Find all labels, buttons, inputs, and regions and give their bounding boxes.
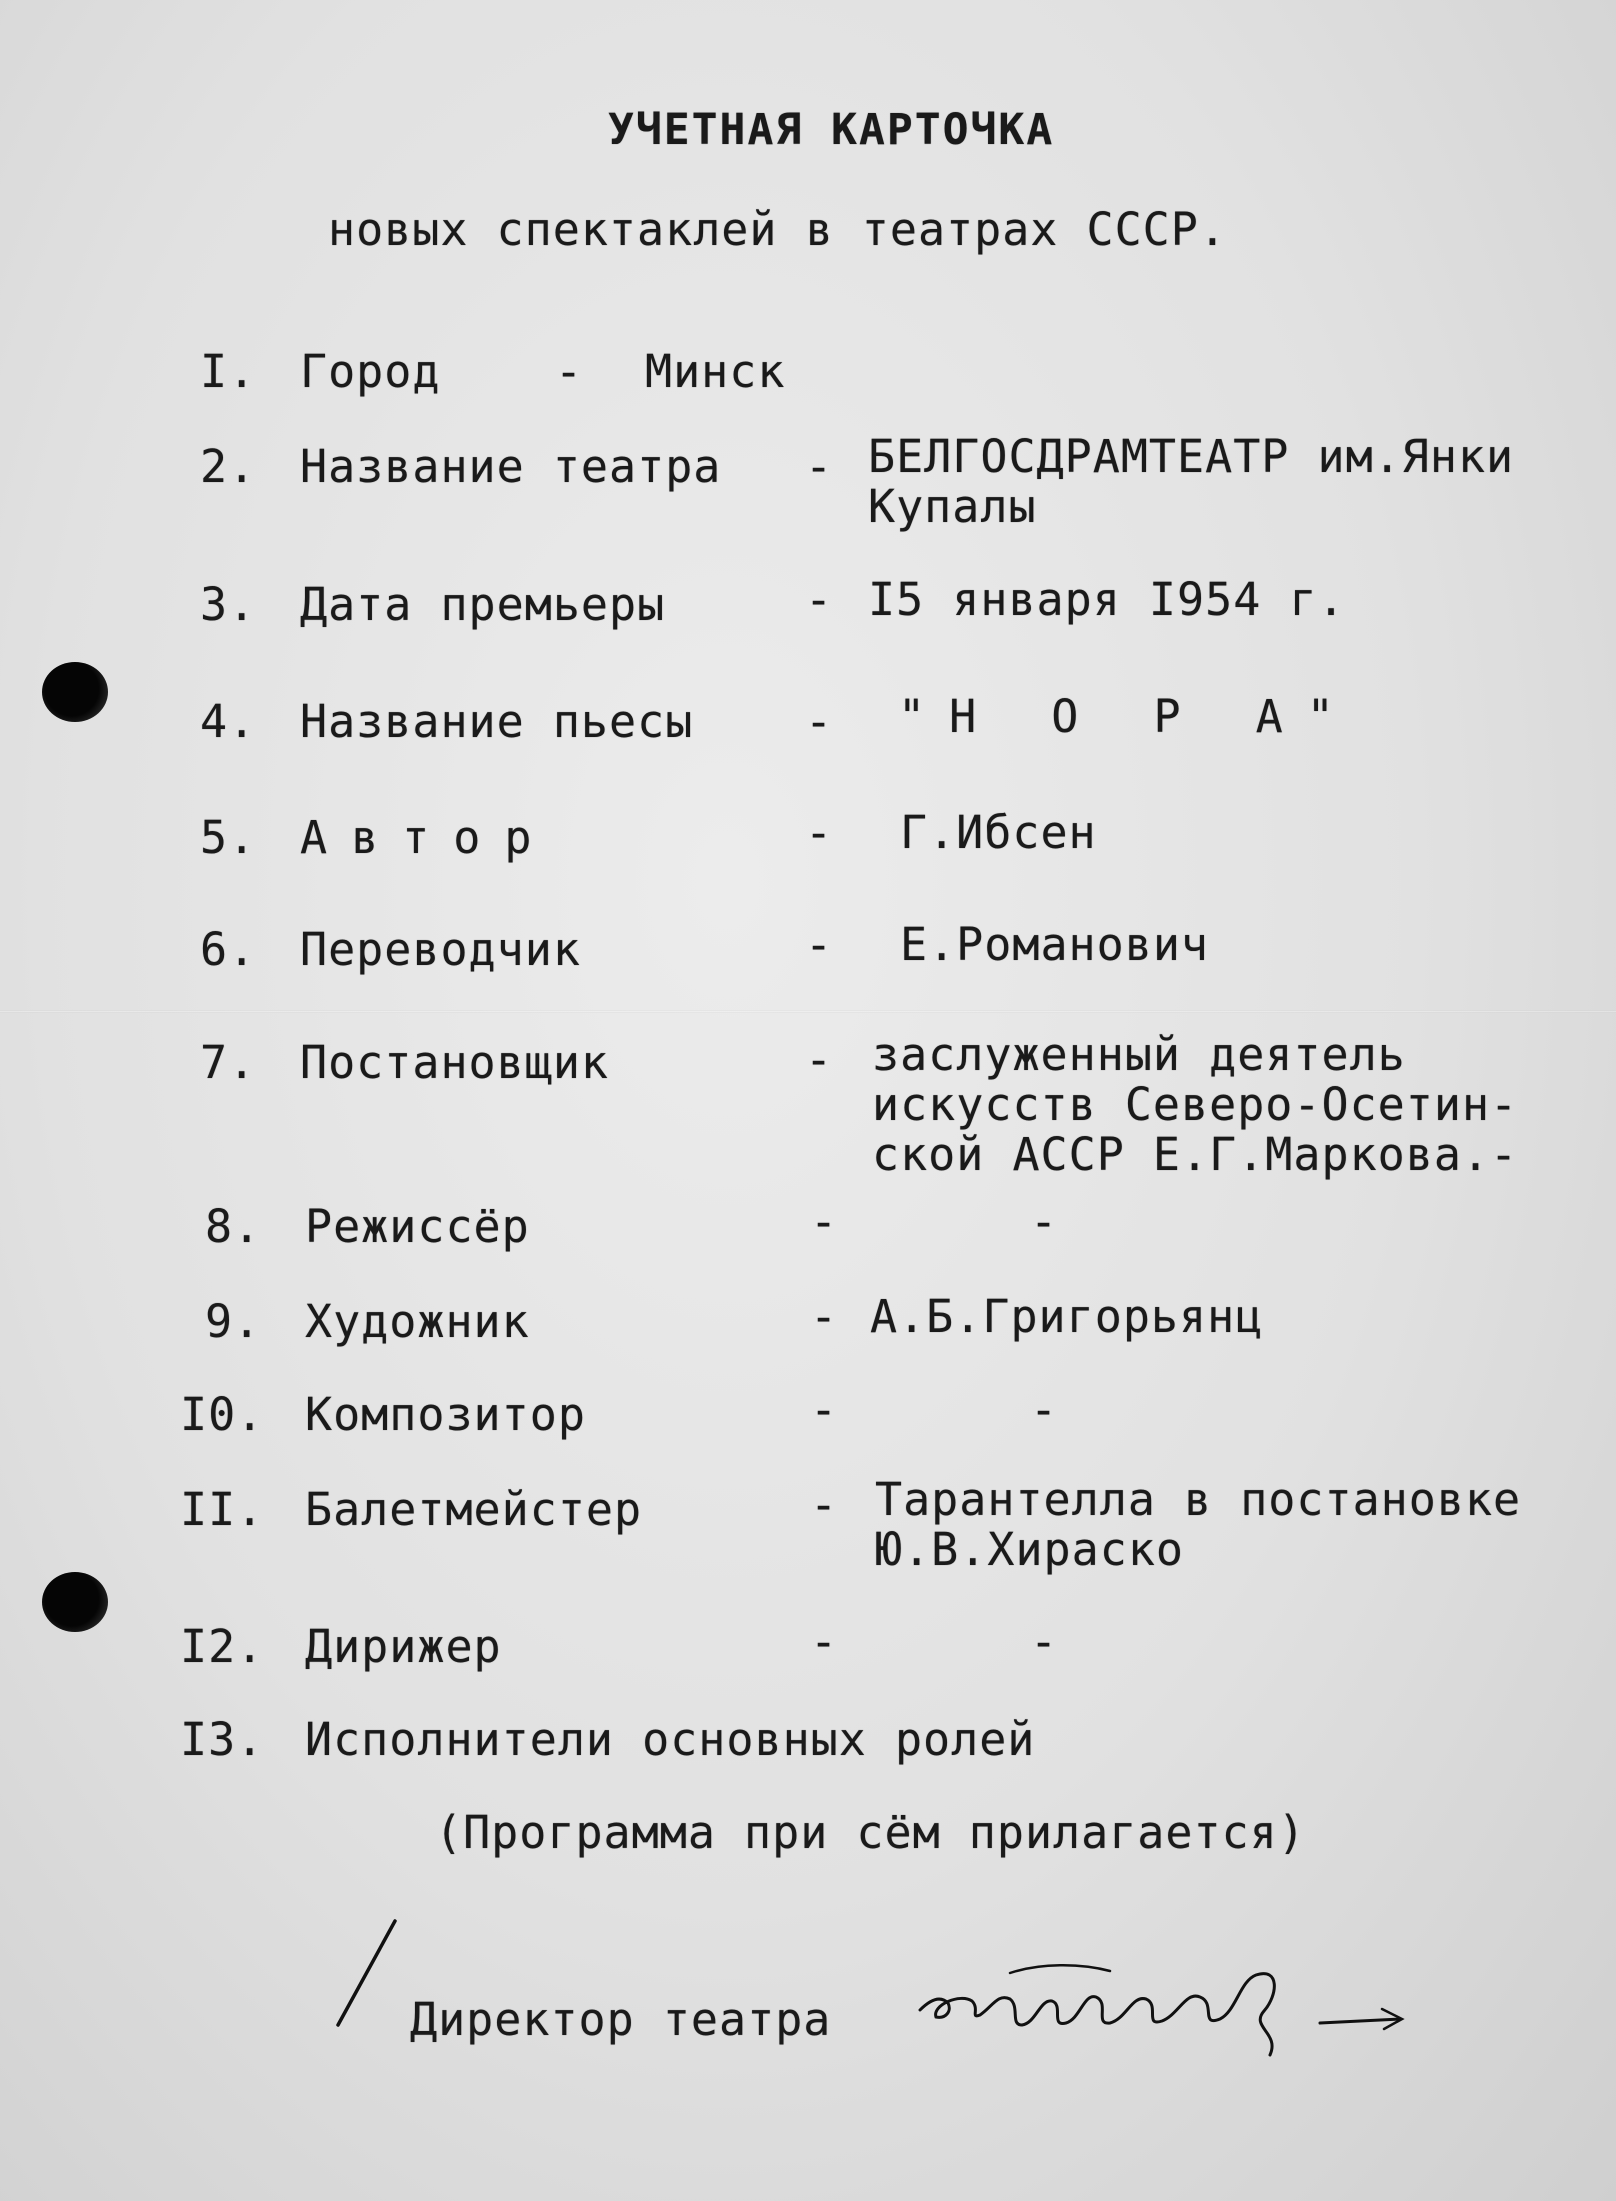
item-value: заслуженный деятель xyxy=(872,1028,1406,1081)
item-number: 8. xyxy=(205,1200,262,1253)
item-dash: - xyxy=(805,440,834,493)
item-number: 6. xyxy=(200,923,257,976)
item-value-continued: Купалы xyxy=(868,480,1037,533)
item-number: 3. xyxy=(200,578,257,631)
item-value: "Н О Р А" xyxy=(898,690,1358,743)
item-label: Автор xyxy=(300,811,556,864)
document-title: УЧЕТНАЯ КАРТОЧКА xyxy=(608,105,1055,155)
item-dash: - xyxy=(805,573,834,626)
item-value: Тарантелла в постановке xyxy=(875,1473,1522,1526)
punch-hole-upper xyxy=(42,662,108,722)
item-label: Переводчик xyxy=(300,923,581,976)
item-label: Исполнители основных ролей xyxy=(305,1713,1036,1766)
item-label: Город xyxy=(300,345,441,398)
item-dash: - xyxy=(805,695,834,748)
director-label: Директор театра xyxy=(410,1993,832,2046)
item-value-continued: ской АССР Е.Г.Маркова.- xyxy=(872,1128,1519,1181)
item-label: Режиссёр xyxy=(305,1200,530,1253)
item-label: Название театра xyxy=(300,440,722,493)
item-value: - xyxy=(1030,1195,1059,1248)
punch-hole-lower xyxy=(42,1572,108,1632)
item-dash: - xyxy=(805,806,834,859)
item-label: Балетмейстер xyxy=(305,1483,643,1536)
item-value: Минск xyxy=(645,345,786,398)
item-label: Композитор xyxy=(305,1388,586,1441)
item-number: 9. xyxy=(205,1295,262,1348)
item-number: I0. xyxy=(180,1388,265,1441)
item-label: Дата премьеры xyxy=(300,578,666,631)
item-dash: - xyxy=(805,918,834,971)
item-value: - xyxy=(1030,1615,1059,1668)
item-value: Е.Романович xyxy=(900,918,1210,971)
item-dash: - xyxy=(810,1383,839,1436)
item-value: Г.Ибсен xyxy=(900,806,1097,859)
paper-fold-line xyxy=(0,1010,1616,1013)
attachment-note: (Программа при сём прилагается) xyxy=(435,1806,1306,1859)
item-value: I5 января I954 г. xyxy=(868,573,1346,626)
item-value-continued: Ю.В.Хираско xyxy=(875,1523,1185,1576)
item-dash: - xyxy=(555,345,584,398)
item-number: 7. xyxy=(200,1036,257,1089)
item-dash: - xyxy=(810,1290,839,1343)
item-dash: - xyxy=(810,1195,839,1248)
item-value-continued: искусств Северо-Осетин- xyxy=(872,1078,1519,1131)
item-label: Постановщик xyxy=(300,1036,610,1089)
item-label: Художник xyxy=(305,1295,530,1348)
document-subtitle: новых спектаклей в театрах СССР. xyxy=(328,203,1227,256)
item-dash: - xyxy=(805,1033,834,1086)
item-value: - xyxy=(1030,1383,1059,1436)
item-number: 4. xyxy=(200,695,257,748)
item-label: Название пьесы xyxy=(300,695,694,748)
item-number: I. xyxy=(200,345,257,398)
item-value: БЕЛГОСДРАМТЕАТР им.Янки xyxy=(868,430,1515,483)
item-number: 5. xyxy=(200,811,257,864)
item-value: А.Б.Григорьянц xyxy=(870,1290,1264,1343)
item-dash: - xyxy=(810,1615,839,1668)
item-number: I3. xyxy=(180,1713,265,1766)
item-dash: - xyxy=(810,1478,839,1531)
item-number: 2. xyxy=(200,440,257,493)
item-number: II. xyxy=(180,1483,265,1536)
item-number: I2. xyxy=(180,1620,265,1673)
item-label: Дирижер xyxy=(305,1620,502,1673)
